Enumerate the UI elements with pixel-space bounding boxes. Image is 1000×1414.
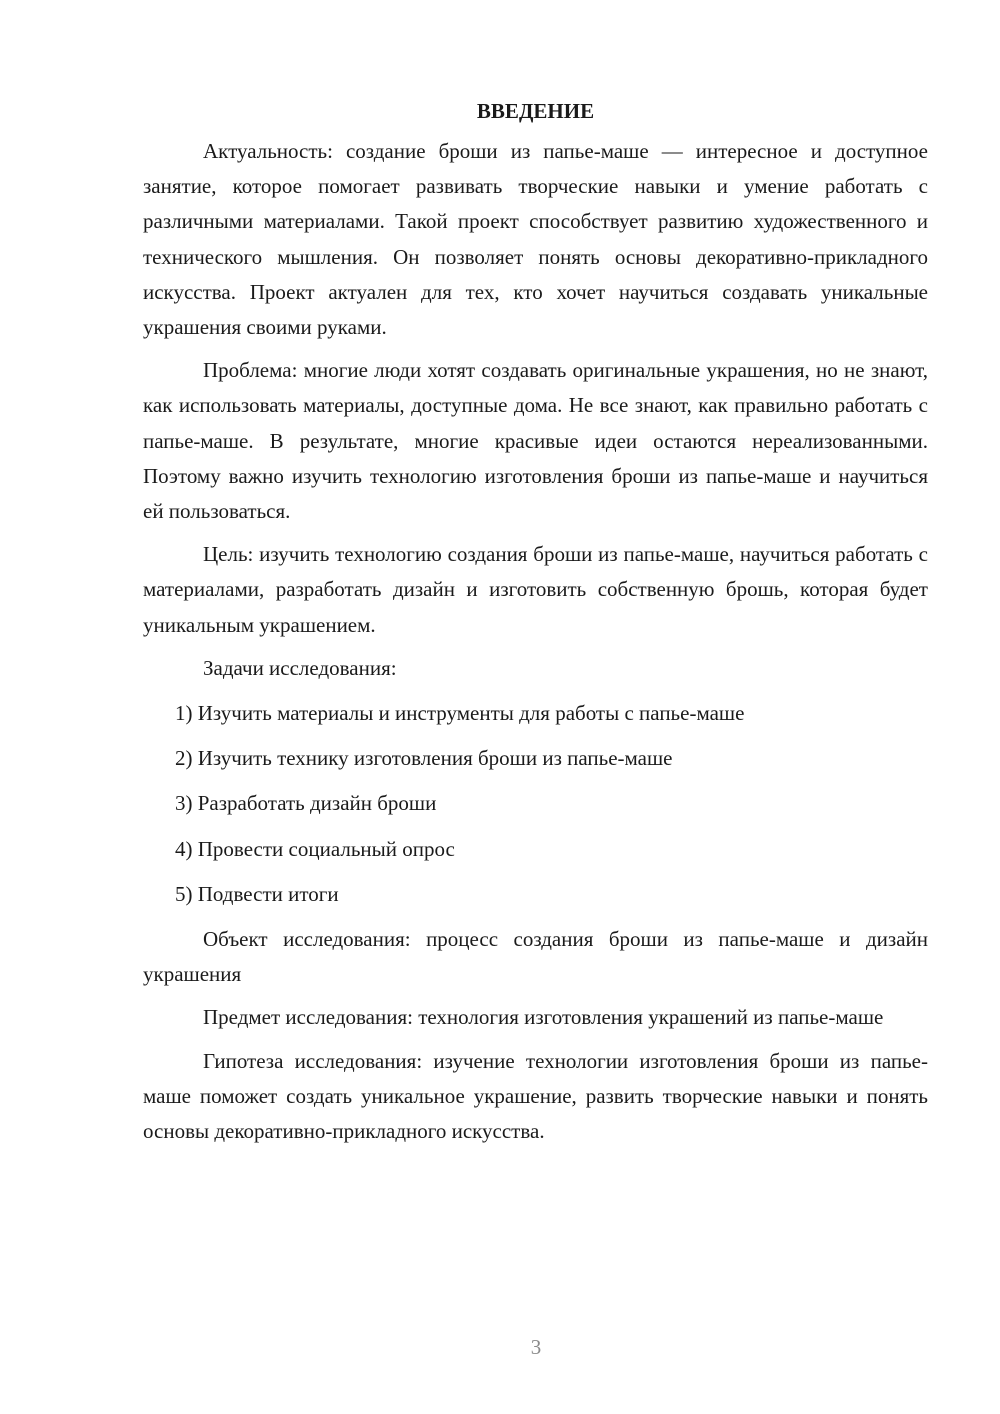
subject-paragraph: Предмет исследования: технология изготовления украшений из папье-маше [203,1005,884,1030]
task-item: 2) Изучить технику изготовления броши из папье-маше [175,746,673,771]
task-item: 5) Подвести итоги [175,881,339,906]
hypothesis-paragraph: Гипотеза исследования: изучение технологии изготовления броши из папье-маше поможет создать уникальное украшение, развить творческие навыки и понять основы декоративно-прикладного искусства. [143,1048,928,1144]
relevance-paragraph: Актуальность: создание броши из папье-маше — интересное и доступное занятие, которое помогает развивать творческие навыки и умение работать с различными материалами. Такой проект способствует развитию художественного и технического мышления. Он позволяет понять основы декоративно-прикладного искусства. Проект актуален для тех, кто хочет научиться создавать уникальные украшения своими руками. [143,139,928,340]
page-number: 3 [530,1335,542,1359]
problem-paragraph: Проблема: многие люди хотят создавать оригинальные украшения, но не знают, как использовать материалы, доступные дома. Не все знают, как правильно работать с папье-маше. В результате, многие красивые идеи остаются нереализованными. Поэтому важно изучить технологию изготовления броши из папье-маше и научиться ей пользоваться. [143,358,928,524]
object-paragraph: Объект исследования: процесс создания броши из папье-маше и дизайн украшения [143,927,928,987]
page-content [143,96,928,1157]
section-heading: ВВЕДЕНИЕ [476,99,595,123]
tasks-list [143,696,928,912]
tasks-title: Задачи исследования: [203,655,397,680]
task-item: 3) Разработать дизайн броши [175,791,437,816]
task-item: 4) Провести социальный опрос [175,836,455,861]
goal-paragraph: Цель: изучить технологию создания броши из папье-маше, научиться работать с материалами, разработать дизайн и изготовить собственную брошь, которая будет уникальным украшением. [143,542,928,637]
task-item: 1) Изучить материалы и инструменты для работы с папье-маше [175,701,745,726]
